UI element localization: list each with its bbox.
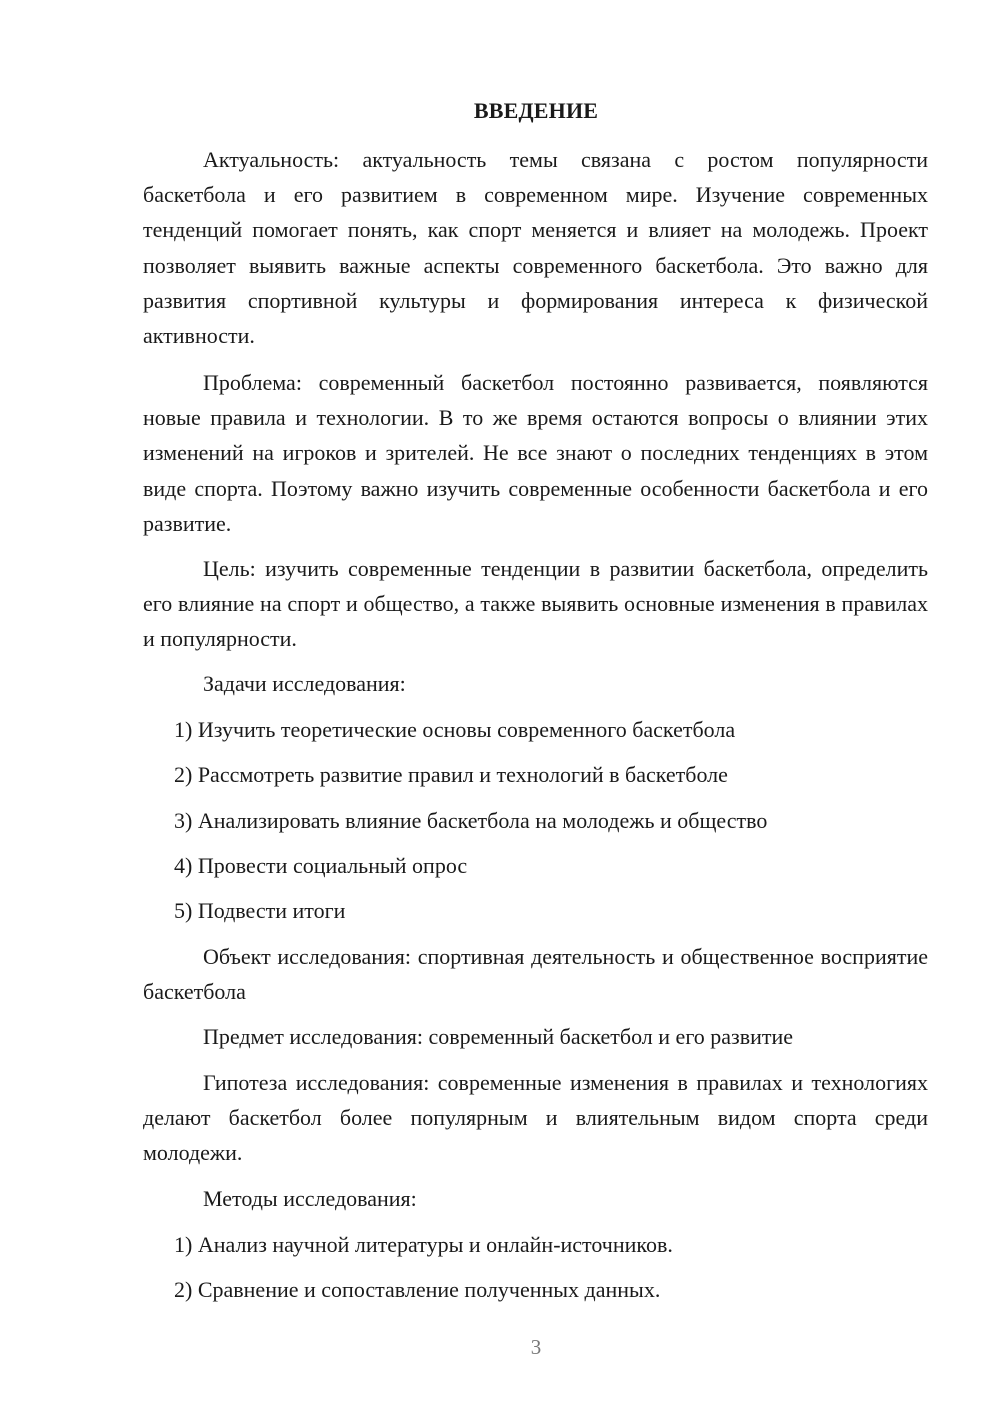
object-section (143, 939, 928, 1009)
hypothesis-paragraph: Гипотеза исследования: современные изменения в правилах и технологиях делают баскетбол более популярным и влиятельным видом спорта среди молодежи. (143, 1070, 928, 1166)
tasks-list (143, 803, 928, 838)
methods-heading-section (143, 1181, 928, 1216)
problem-section (143, 365, 928, 541)
method-item: 2) Сравнение и сопоставление полученных данных. (174, 1277, 661, 1302)
page-title: ВВЕДЕНИЕ (473, 98, 599, 123)
tasks-heading-section (143, 666, 928, 701)
object-paragraph: Объект исследования: спортивная деятельность и общественное восприятие баскетбола (143, 944, 928, 1005)
page-number: 3 (530, 1335, 542, 1359)
methods-heading: Методы исследования: (203, 1186, 417, 1211)
methods-list (143, 1227, 928, 1262)
goal-paragraph: Цель: изучить современные тенденции в развитии баскетбола, определить его влияние на спорт и общество, а также выявить основные изменения в правилах и популярности. (143, 556, 928, 652)
tasks-list (143, 893, 928, 928)
hypothesis-section (143, 1065, 928, 1171)
tasks-list (143, 848, 928, 883)
task-item: 4) Провести социальный опрос (174, 853, 468, 878)
subject-paragraph: Предмет исследования: современный баскетбол и его развитие (203, 1024, 794, 1049)
task-item: 3) Анализировать влияние баскетбола на молодежь и общество (174, 808, 768, 833)
task-item: 5) Подвести итоги (174, 898, 346, 923)
problem-paragraph: Проблема: современный баскетбол постоянно развивается, появляются новые правила и технологии. В то же время остаются вопросы о влиянии этих изменений на игроков и зрителей. Не все знают о последних тенденциях в этом виде спорта. Поэтому важно изучить современные особенности баскетбола и его развитие. (143, 370, 928, 536)
method-item: 1) Анализ научной литературы и онлайн-источников. (174, 1232, 673, 1257)
task-item: 1) Изучить теоретические основы современного баскетбола (174, 717, 736, 742)
relevance-paragraph: Актуальность: актуальность темы связана с ростом популярности баскетбола и его развитием в современном мире. Изучение современных тенденций помогает понять, как спорт меняется и влияет на молодежь. Проект позволяет выявить важные аспекты современного баскетбола. Это важно для развития спортивной культуры и формирования интереса к физической активности. (143, 147, 928, 349)
subject-section (143, 1019, 928, 1054)
relevance-section (143, 142, 928, 353)
tasks-list (143, 712, 928, 747)
tasks-heading: Задачи исследования: (203, 671, 406, 696)
goal-section (143, 551, 928, 657)
tasks-list (143, 757, 928, 792)
task-item: 2) Рассмотреть развитие правил и технологий в баскетболе (174, 762, 728, 787)
methods-list (143, 1272, 928, 1307)
